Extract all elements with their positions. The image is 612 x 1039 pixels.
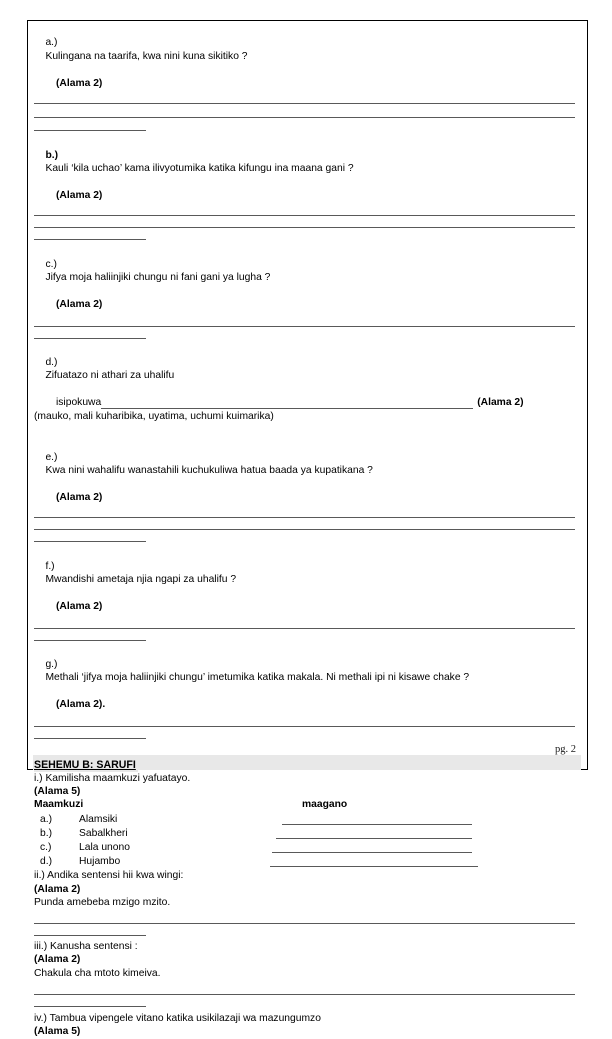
greeting-label: a.) [40,813,53,825]
table-row [34,855,582,869]
greeting-answer-line[interactable] [272,852,472,853]
greeting-word: Alamsiki [79,813,118,825]
question-d-text: Zifuatazo ni athari za uhalifu [45,370,175,382]
question-d-blank-prefix: isipokuwa [56,397,102,409]
maamkuzi-table-header [34,799,582,813]
question-a [34,23,582,77]
question-e [34,437,582,491]
section-b-header [34,755,582,770]
question-b-label: b.) [45,149,59,161]
question-a-marks: (Alama 2) [56,77,103,89]
greeting-answer-line[interactable] [282,824,472,825]
question-c-label: c.) [45,258,57,270]
question-e-text: Kwa nini wahalifu wanastahili kuchukuliwa hatua baada ya kupatikana ? [45,464,373,476]
question-d-label: d.) [45,357,58,369]
question-d [34,343,582,397]
question-d-marks: (Alama 2) [477,397,524,409]
item-iii-instruction: iii.) Kanusha sentensi : [34,940,138,952]
column-header-maagano: maagano [302,798,348,810]
greeting-word: Lala unono [79,841,130,853]
greeting-word: Hujambo [79,855,121,867]
table-row [34,827,582,841]
question-b [34,135,582,189]
item-i-marks: (Alama 5) [34,786,81,798]
greeting-answer-line[interactable] [276,838,472,839]
question-e-marks: (Alama 2) [56,491,103,503]
question-c [34,244,582,298]
item-iii-sentence: Chakula cha mtoto kimeiva. [34,967,161,979]
question-d-fill-blank[interactable] [101,397,473,409]
page-number: pg. 2 [555,744,576,755]
question-f-text: Mwandishi ametaja njia ngapi za uhalifu ? [45,574,237,586]
question-d-blank-row [56,396,582,409]
question-g-text: Methali ‘jifya moja haliinjiki chungu’ imetumika katika makala. Ni methali ipi ni kisawe chake ? [45,672,470,684]
item-iv-instruction: iv.) Tambua vipengele vitano katika usikilazaji wa mazungumzo [34,1012,321,1024]
question-a-text: Kulingana na taarifa, kwa nini kuna sikitiko ? [45,50,248,62]
question-f [34,546,582,600]
document-content [34,23,582,1039]
item-ii-marks: (Alama 2) [34,883,81,895]
item-ii-sentence: Punda amebeba mzigo mzito. [34,897,171,909]
table-row [34,813,582,827]
question-g-label: g.) [45,658,58,670]
question-b-text: Kauli ‘kila uchao’ kama ilivyotumika katika kifungu ina maana gani ? [45,163,354,175]
question-c-text: Jifya moja haliinjiki chungu ni fani gani ya lugha ? [45,272,271,284]
greeting-answer-line[interactable] [270,866,478,867]
question-a-label: a.) [45,37,58,49]
question-f-label: f.) [45,560,55,572]
greeting-label: c.) [40,841,52,853]
question-c-marks: (Alama 2) [56,299,103,311]
question-g [34,645,582,699]
section-b-title: SEHEMU B: SARUFI [34,758,136,771]
question-b-marks: (Alama 2) [56,189,103,201]
item-iii-marks: (Alama 2) [34,954,81,966]
greeting-word: Sabalkheri [79,827,128,839]
item-i-instruction: i.) Kamilisha maamkuzi yafuatayo. [34,772,191,784]
column-header-maamkuzi: Maamkuzi [34,798,84,810]
question-f-marks: (Alama 2) [56,600,103,612]
item-iv-marks: (Alama 5) [34,1026,81,1038]
question-e-label: e.) [45,451,58,463]
item-ii-instruction: ii.) Andika sentensi hii kwa wingi: [34,869,184,881]
greeting-label: d.) [40,855,53,867]
greeting-label: b.) [40,827,53,839]
table-row [34,841,582,855]
question-g-marks: (Alama 2). [56,699,106,711]
question-d-hint: (mauko, mali kuharibika, uyatima, uchumi kuimarika) [34,410,274,422]
